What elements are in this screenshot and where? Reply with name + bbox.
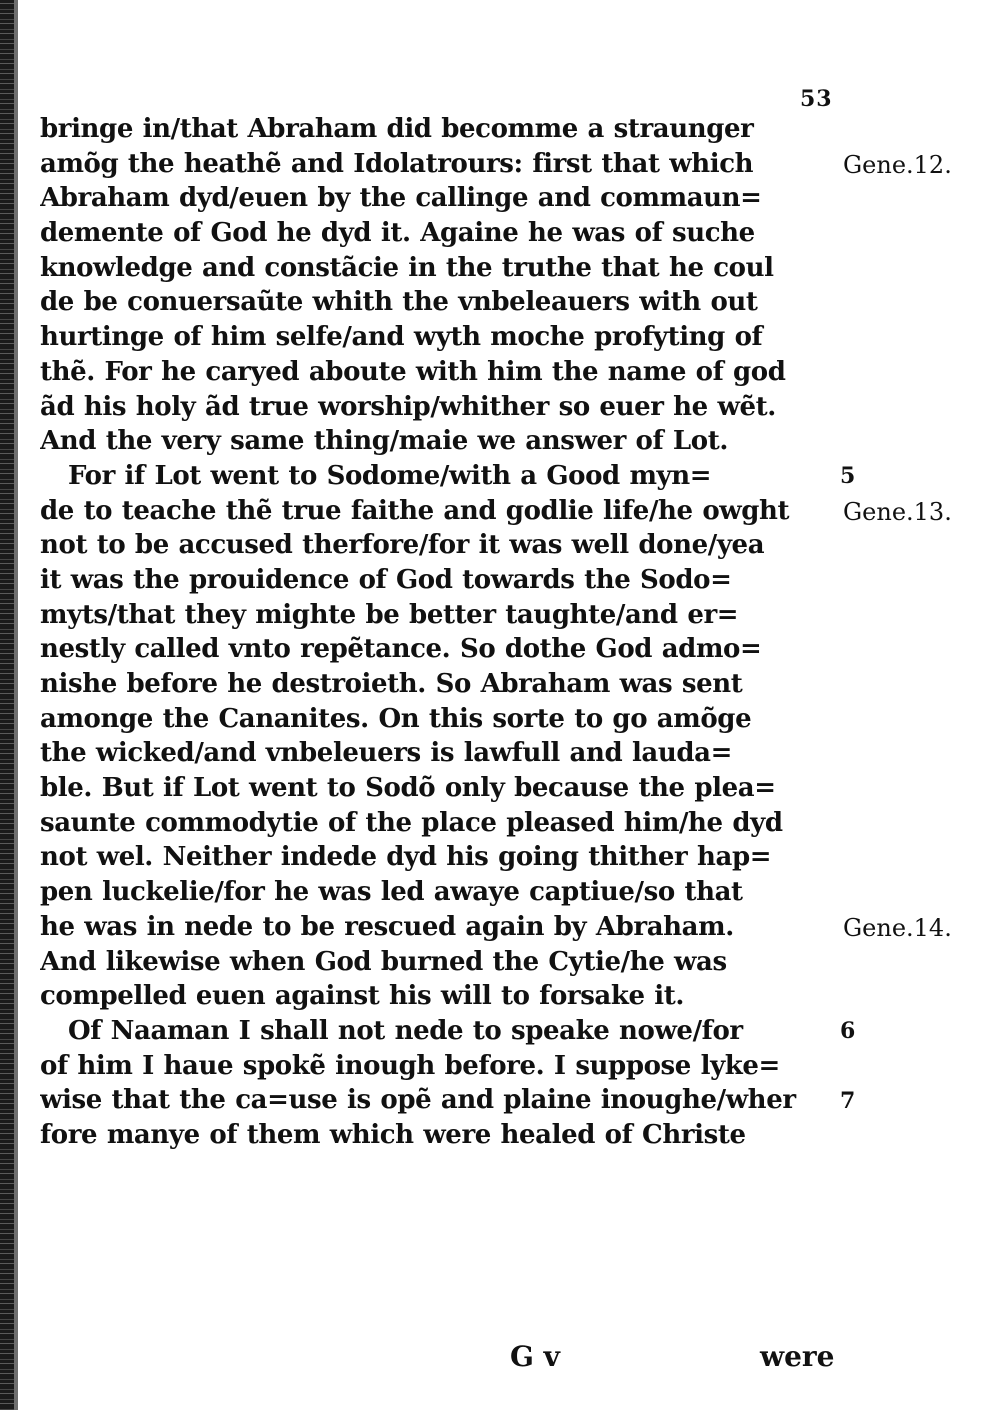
text-line: not to be accused therfore/for it was well done/yea xyxy=(40,530,765,561)
text-line: saunte commodytie of the place pleased him/he dyd xyxy=(40,807,783,838)
text-line: nishe before he destroieth. So Abraham was sent xyxy=(40,669,743,699)
binding-gutter xyxy=(0,0,14,1410)
text-line: the wicked/and vnbeleuers is lawfull and lauda= xyxy=(40,738,732,769)
signature-text: G v xyxy=(510,1340,560,1373)
text-line: amõg the heathẽ and Idolatrours: first that which xyxy=(40,148,754,179)
text-line: And likewise when God burned the Cytie/he was xyxy=(40,946,727,977)
text-line: ble. But if Lot went to Sodõ only because the plea= xyxy=(40,773,776,804)
text-line: pen luckelie/for he was led awaye captiue/so that xyxy=(40,877,743,908)
margin-note-gen12: Gene.12. xyxy=(843,150,952,179)
body-text xyxy=(40,112,830,1153)
text-line: thẽ. For he caryed aboute with him the name of god xyxy=(40,356,786,387)
text-line: ãd his holy ãd true worship/whither so euer he wẽt. xyxy=(40,391,776,422)
text-line: knowledge and constãcie in the truthe that he coul xyxy=(40,252,774,283)
text-line: Of Naaman I shall not nede to speake nowe/for xyxy=(68,1015,743,1046)
text-line: he was in nede to be rescued again by Abraham. xyxy=(40,911,734,942)
margin-note-n7: 7 xyxy=(840,1087,856,1114)
catchword-text: were xyxy=(760,1340,835,1373)
text-line: wise that the ca=use is opẽ and plaine inoughe/wher xyxy=(40,1085,796,1116)
text-line: Abraham dyd/euen by the callinge and commaun= xyxy=(40,183,762,214)
catchword xyxy=(760,1340,834,1373)
margin-note-gen13: Gene.13. xyxy=(843,497,952,526)
text-line: bringe in/that Abraham did becomme a straunger xyxy=(40,114,754,144)
text-line: of him I haue spokẽ inough before. I suppose lyke= xyxy=(40,1050,780,1081)
text-line: And the very same thing/maie we answer of Lot. xyxy=(40,426,729,457)
page-number: 53 xyxy=(800,86,833,112)
text-line: hurtinge of him selfe/and wyth moche profyting of xyxy=(40,322,763,353)
text-line: nestly called vnto repẽtance. So dothe God admo= xyxy=(40,634,762,665)
margin-note-n5: 5 xyxy=(840,463,856,489)
text-line: amonge the Cananites. On this sorte to go amõge xyxy=(40,703,752,734)
text-line: demente of God he dyd it. Againe he was of suche xyxy=(40,218,755,249)
text-line: de be conuersaũte whith the vnbeleauers with out xyxy=(40,287,758,318)
text-line: compelled euen against his will to forsake it. xyxy=(40,981,685,1012)
margin-note-gen14: Gene.14. xyxy=(843,914,952,943)
text-line: myts/that they mighte be better taughte/and er= xyxy=(40,599,739,630)
margin-note-n6: 6 xyxy=(840,1018,856,1045)
text-line: For if Lot went to Sodome/with a Good myn= xyxy=(68,460,712,491)
text-line: not wel. Neither indede dyd his going thither hap= xyxy=(40,842,772,873)
text-line: de to teache thẽ true faithe and godlie life/he owght xyxy=(40,495,790,526)
gutter-edge xyxy=(14,0,18,1410)
text-line: fore manye of them which were healed of Christe xyxy=(40,1119,746,1150)
signature-mark xyxy=(510,1340,560,1373)
text-line: it was the prouidence of God towards the Sodo= xyxy=(40,564,732,595)
